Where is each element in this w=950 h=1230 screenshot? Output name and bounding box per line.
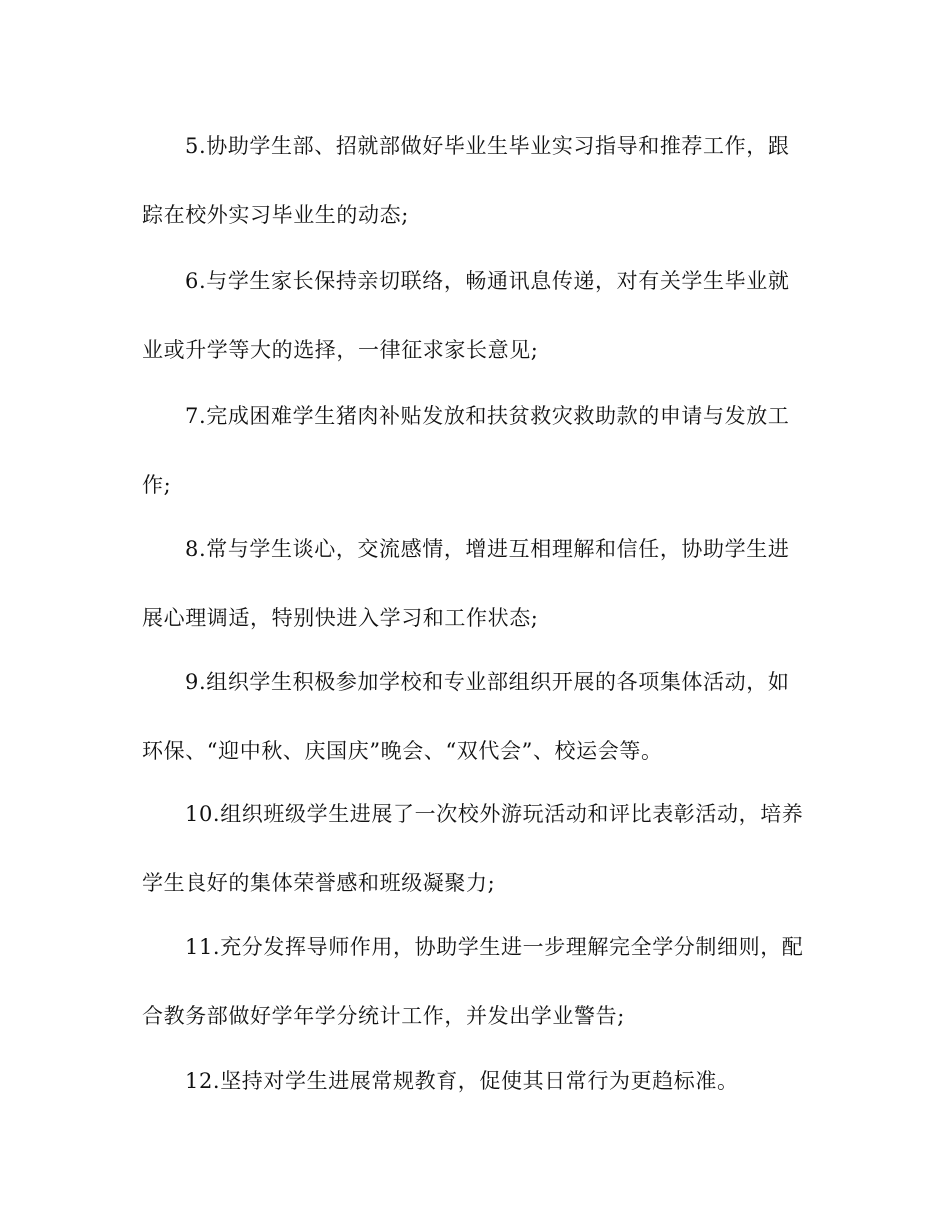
item-5-line-2: 踪在校外实习毕业生的动态; [142,203,409,227]
item-10-line-2: 学生良好的集体荣誉感和班级凝聚力; [142,871,496,895]
item-9-line-2: 环保、“迎中秋、庆国庆”晚会、“双代会”、校运会等。 [142,739,663,763]
item-8-line-1: 8.常与学生谈心，交流感情，增进互相理解和信任，协助学生进 [185,537,790,561]
item-10-line-1: 10.组织班级学生进展了一次校外游玩活动和评比表彰活动，培养 [185,802,804,826]
item-11-line-1: 11.充分发挥导师作用，协助学生进一步理解完全学分制细则，配 [185,935,804,959]
item-7-line-1: 7.完成困难学生猪肉补贴发放和扶贫救灾救助款的申请与发放工 [185,404,790,428]
item-7-line-2: 作; [142,473,172,497]
item-12-line-1: 12.坚持对学生进展常规教育，促使其日常行为更趋标准。 [185,1069,739,1093]
item-6-line-1: 6.与学生家长保持亲切联络，畅通讯息传递，对有关学生毕业就 [185,269,790,293]
item-6-line-2: 业或升学等大的选择，一律征求家长意见; [142,338,539,362]
item-9-line-1: 9.组织学生积极参加学校和专业部组织开展的各项集体活动，如 [185,670,790,694]
item-8-line-2: 展心理调适，特别快进入学习和工作状态; [142,606,539,630]
item-11-line-2: 合教务部做好学年学分统计工作，并发出学业警告; [142,1004,625,1028]
item-5-line-1: 5.协助学生部、招就部做好毕业生毕业实习指导和推荐工作，跟 [185,134,790,158]
